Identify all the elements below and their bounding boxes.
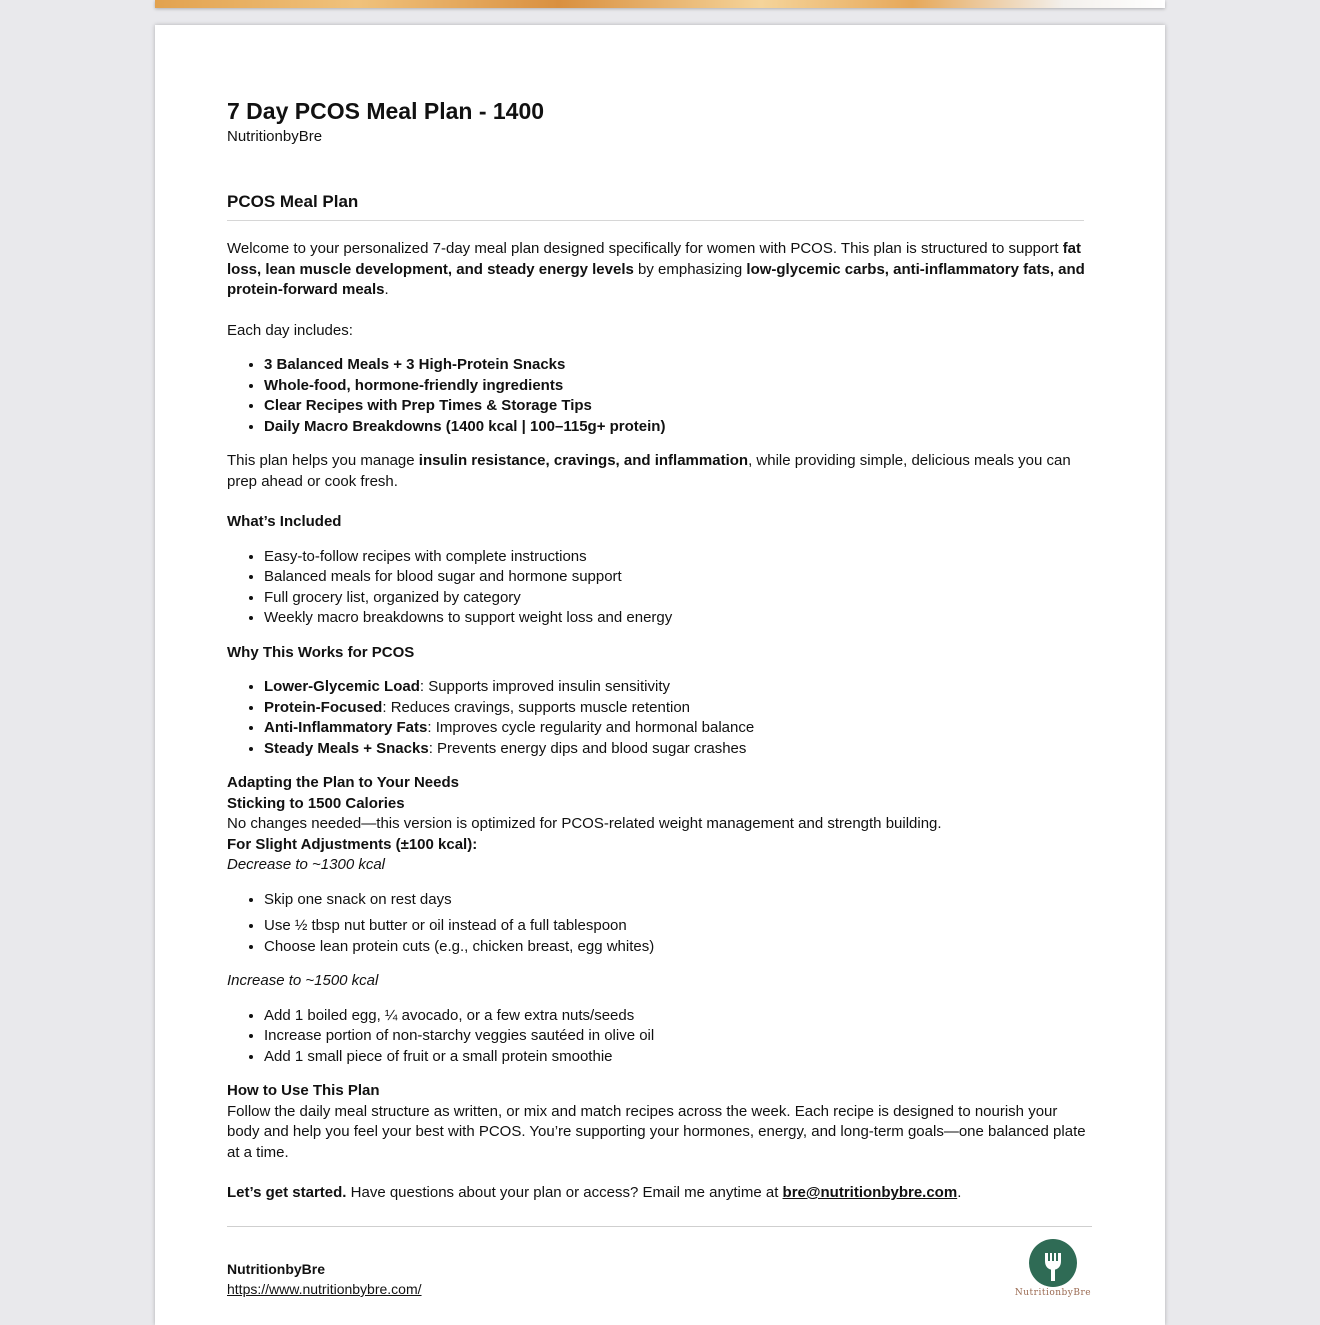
why-desc: : Improves cycle regularity and hormonal balance: [427, 719, 755, 736]
document-page: [155, 25, 1165, 1325]
decrease-list: [227, 890, 1089, 958]
footer-website-link[interactable]: https://www.nutritionbybre.com/: [227, 1281, 422, 1297]
list-item: • Increase portion of non-starchy veggies sautéed in olive oil: [264, 1026, 1089, 1047]
list-item: [264, 739, 1089, 760]
why-term: Protein-Focused: [264, 698, 383, 716]
footer-brand: NutritionbyBre: [227, 1261, 325, 1277]
howto-heading: How to Use This Plan: [227, 1082, 380, 1099]
logo-text: NutritionbyBre: [1014, 1288, 1092, 1298]
email-link[interactable]: bre@nutritionbybre.com: [782, 1184, 958, 1201]
why-term: Anti-Inflammatory Fats: [264, 719, 428, 736]
why-term: Steady Meals + Snacks: [264, 739, 429, 757]
intro-text-1: Welcome to your personalized 7-day meal plan designed specifically for women with PCOS. This plan is structured to support: [227, 240, 1063, 257]
logo-circle: [1029, 1239, 1077, 1287]
each-day-list: [227, 355, 1089, 437]
intro-bold-1: fat loss, lean muscle development, and steady energy levels: [227, 240, 1082, 278]
why-desc: : Supports improved insulin sensitivity: [419, 678, 670, 695]
intro-bold-2: low-glycemic carbs, anti-inflammatory fats, and protein-forward meals: [227, 260, 1085, 298]
get-started-end: .: [957, 1184, 962, 1201]
intro-text-3: .: [384, 281, 389, 298]
get-started-paragraph: [227, 1183, 1089, 1204]
document-title: 7 Day PCOS Meal Plan - 1400: [227, 98, 545, 124]
sticking-text: No changes needed—this version is optimized for PCOS-related weight management and strength building.: [227, 815, 942, 832]
adapting-heading: Adapting the Plan to Your Needs: [227, 774, 459, 791]
list-item: • Balanced meals for blood sugar and hormone support: [264, 567, 1089, 588]
why-desc: : Prevents energy dips and blood sugar crashes: [428, 739, 747, 757]
why-desc: : Reduces cravings, supports muscle retention: [382, 698, 691, 716]
list-item: • Add 1 boiled egg, ¼ avocado, or a few extra nuts/seeds: [264, 1006, 1089, 1027]
list-item: [264, 718, 1089, 739]
footer: [227, 1259, 422, 1299]
list-item: [264, 698, 1089, 719]
intro-text-2: by emphasizing: [633, 260, 747, 278]
get-started-text: Have questions about your plan or access? Email me anytime at: [346, 1184, 783, 1201]
increase-label: Increase to ~1500 kcal: [227, 972, 379, 989]
howto-text: Follow the daily meal structure as written, or mix and match recipes across the week. Each recipe is designed to nourish your body and help you feel your best with PCOS. You’re supporting your hormones, energy, and long-term goals—one balanced plate at a time.: [227, 1102, 1086, 1161]
previous-page-edge: [155, 0, 1165, 8]
sticking-heading: Sticking to 1500 Calories: [227, 794, 405, 812]
slight-adjustments-heading: For Slight Adjustments (±100 kcal):: [227, 835, 478, 853]
each-day-label: Each day includes:: [227, 321, 353, 339]
helps-paragraph: [227, 451, 1089, 492]
list-item: • Add 1 small piece of fruit or a small protein smoothie: [264, 1047, 1089, 1068]
included-list: [227, 547, 1089, 629]
get-started-bold: Let’s get started.: [227, 1184, 347, 1201]
list-item: • Full grocery list, organized by category: [264, 588, 1089, 609]
list-item: • 3 Balanced Meals + 3 High-Protein Snacks: [264, 355, 1089, 376]
list-item: • Weekly macro breakdowns to support weight loss and energy: [264, 608, 1089, 629]
helps-bold: insulin resistance, cravings, and inflammation: [418, 452, 749, 469]
decrease-label: Decrease to ~1300 kcal: [227, 856, 386, 873]
list-item: • Use ½ tbsp nut butter or oil instead of a full tablespoon: [264, 916, 1089, 937]
why-term: Lower-Glycemic Load: [264, 678, 420, 695]
why-list: [227, 677, 1089, 759]
included-heading: What’s Included: [227, 513, 342, 530]
intro-paragraph: [227, 239, 1089, 301]
helps-text-2: , while providing simple, delicious meals you can prep ahead or cook fresh.: [227, 452, 1071, 490]
list-item: • Whole-food, hormone-friendly ingredients: [264, 376, 1089, 397]
list-item: • Choose lean protein cuts (e.g., chicken breast, egg whites): [264, 937, 1089, 958]
footer-divider: [227, 1226, 1092, 1227]
why-heading: Why This Works for PCOS: [227, 643, 415, 661]
fork-leaf-icon: [1029, 1239, 1077, 1287]
document-author: NutritionbyBre: [227, 128, 323, 145]
section-title: PCOS Meal Plan: [227, 192, 1084, 222]
list-item: • Daily Macro Breakdowns (1400 kcal | 100–115g+ protein): [264, 417, 1089, 438]
list-item: [264, 677, 1089, 698]
list-item: • Easy-to-follow recipes with complete instructions: [264, 547, 1089, 568]
page-content: [227, 97, 1089, 1204]
increase-list: [227, 1006, 1089, 1068]
brand-logo: [1010, 1239, 1096, 1303]
list-item: • Clear Recipes with Prep Times & Storage Tips: [264, 396, 1089, 417]
helps-text-1: This plan helps you manage: [227, 452, 419, 469]
list-item: • Skip one snack on rest days: [264, 890, 1089, 911]
